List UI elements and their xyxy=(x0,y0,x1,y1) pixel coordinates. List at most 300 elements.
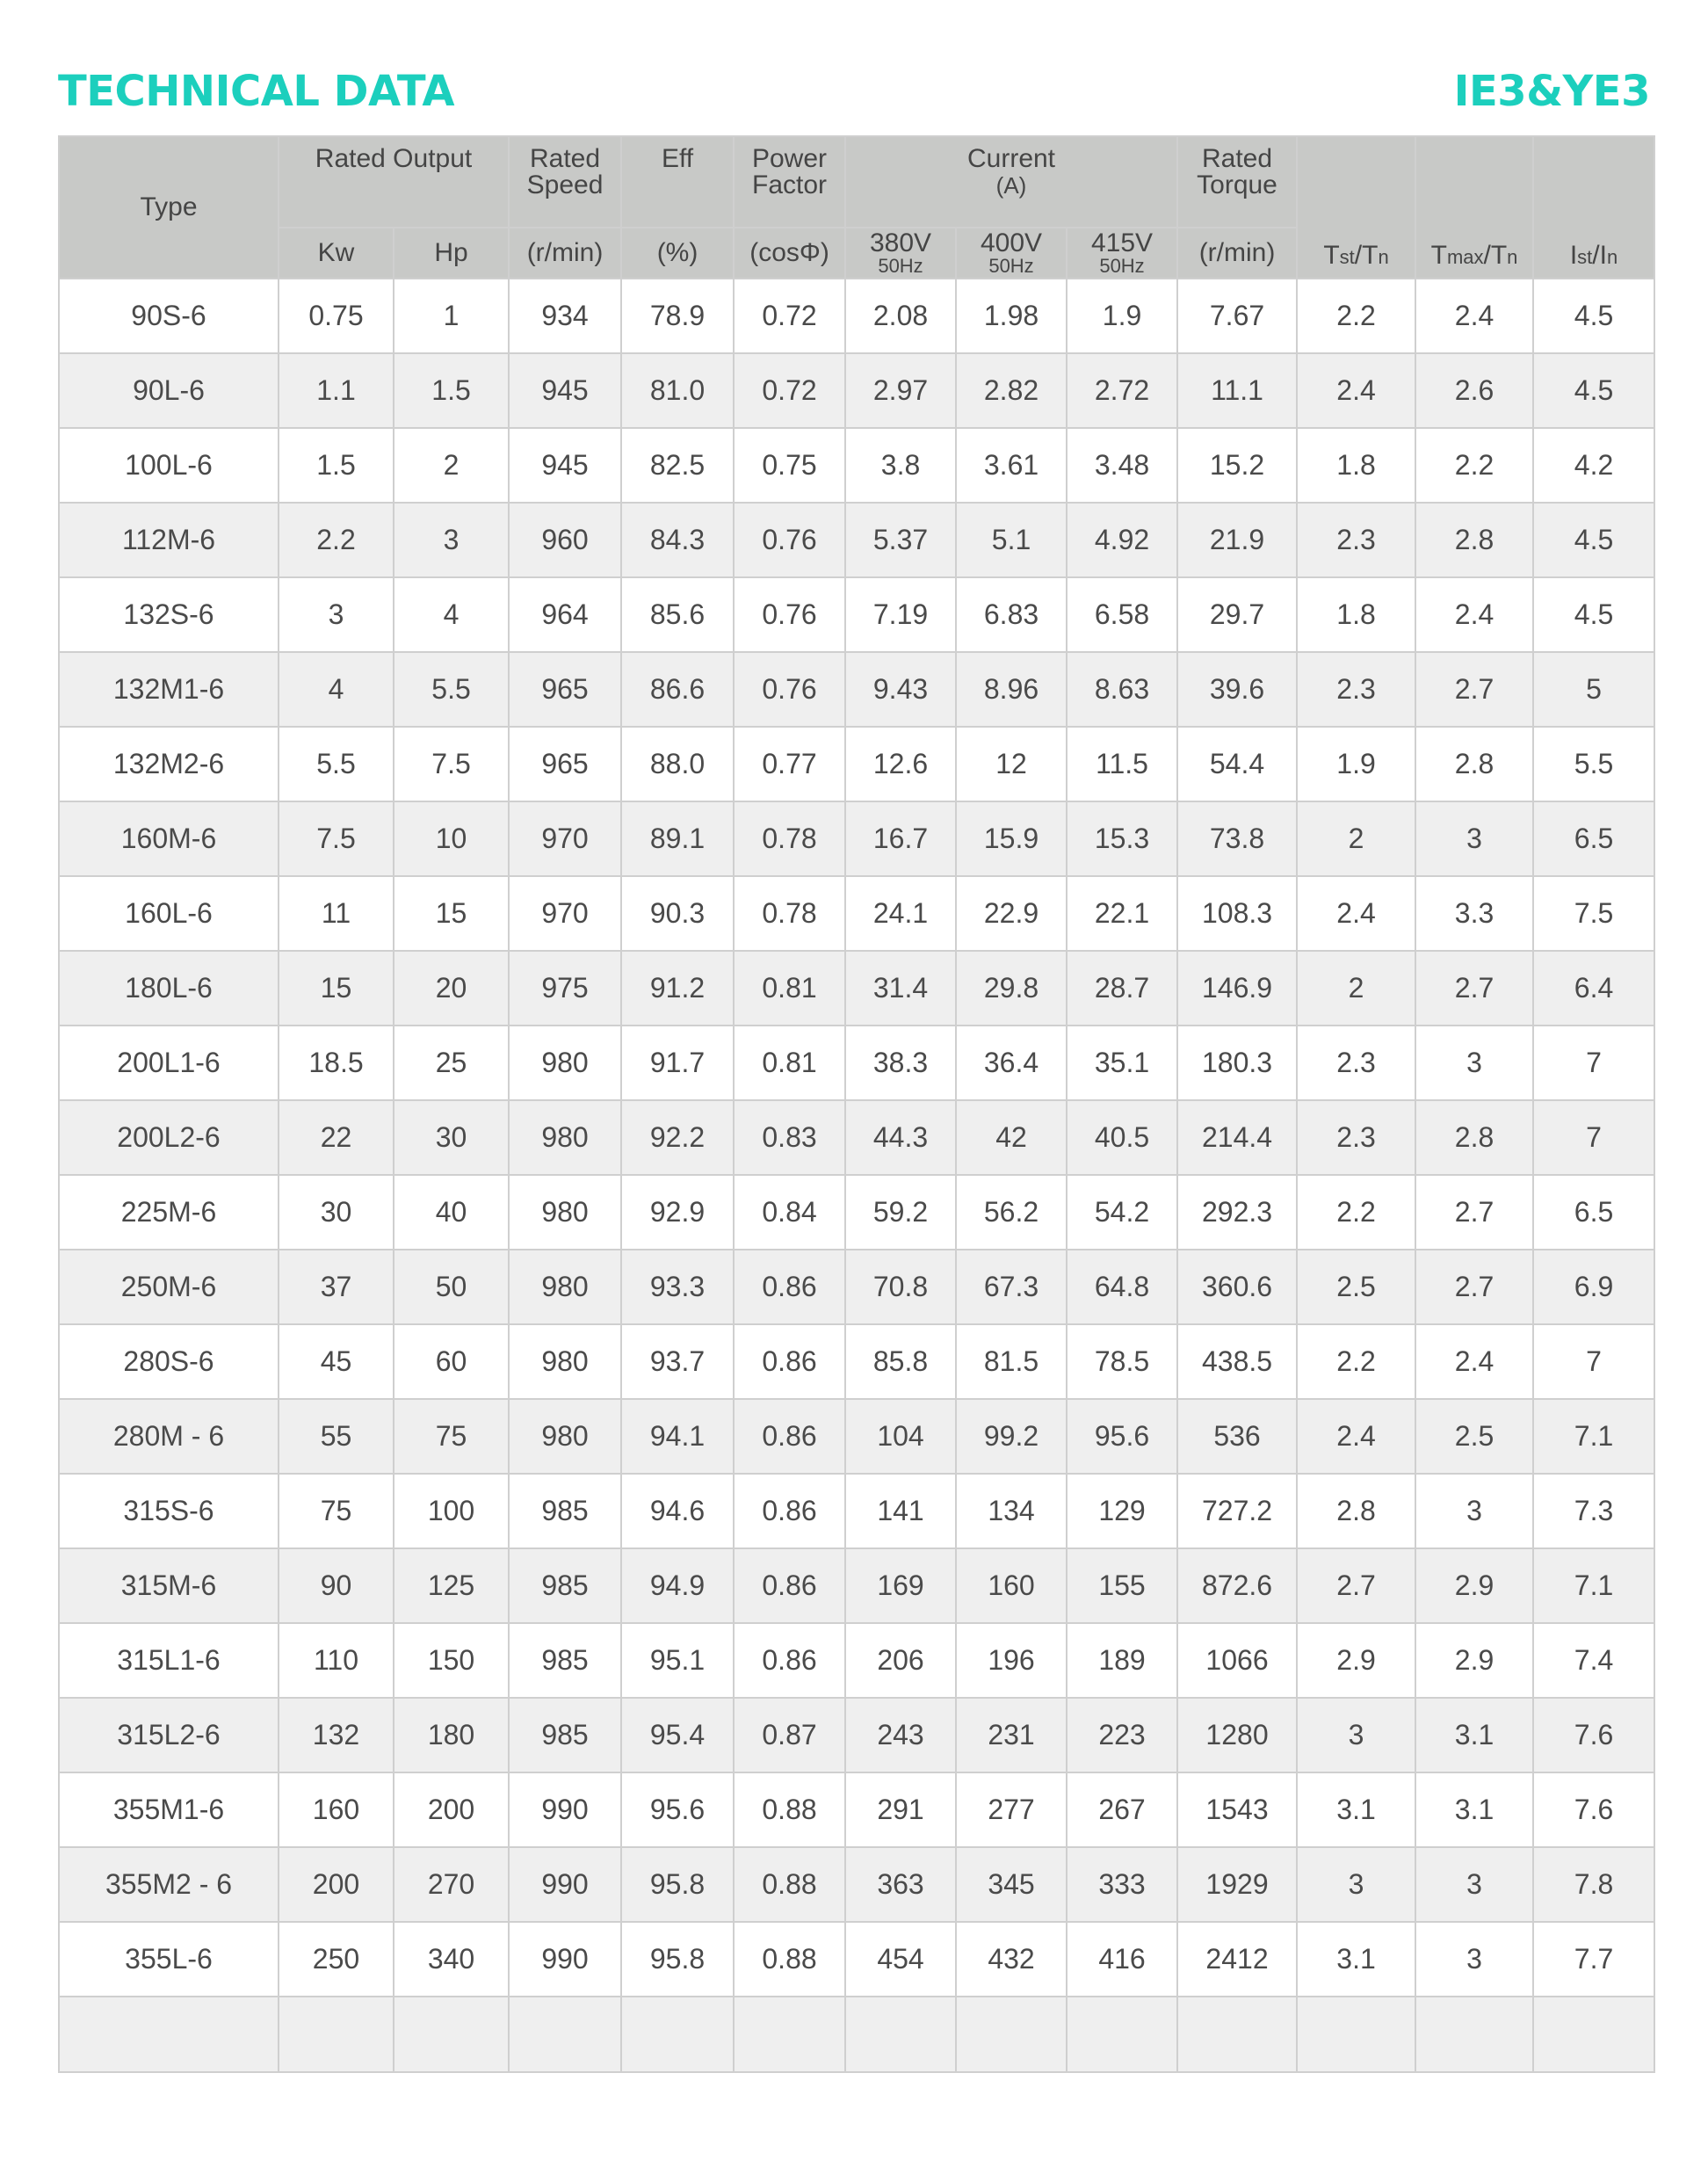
cell-torque: 214.4 xyxy=(1177,1100,1297,1175)
cell-power-factor: 0.81 xyxy=(734,951,845,1026)
cell-current-400v: 42 xyxy=(956,1100,1067,1175)
cell-kw: 15 xyxy=(279,951,394,1026)
cell-current-380v: 2.97 xyxy=(845,353,956,428)
empty-cell xyxy=(956,1997,1067,2072)
cell-torque: 54.4 xyxy=(1177,727,1297,801)
header-power-factor: Power Factor xyxy=(734,136,845,228)
table-row xyxy=(59,1698,1654,1772)
cell-current-380v: 70.8 xyxy=(845,1250,956,1324)
cell-torque: 180.3 xyxy=(1177,1026,1297,1100)
cell-eff: 82.5 xyxy=(621,428,734,503)
cell-current-415v: 129 xyxy=(1067,1474,1177,1548)
cell-hp: 50 xyxy=(394,1250,509,1324)
cell-eff: 89.1 xyxy=(621,801,734,876)
cell-current-415v: 6.58 xyxy=(1067,577,1177,652)
cell-current-400v: 432 xyxy=(956,1922,1067,1997)
cell-tst-tn: 2.2 xyxy=(1297,279,1415,353)
table-row xyxy=(59,652,1654,727)
cell-power-factor: 0.76 xyxy=(734,652,845,727)
table-body xyxy=(59,279,1654,2072)
cell-eff: 95.8 xyxy=(621,1847,734,1922)
cell-current-380v: 5.37 xyxy=(845,503,956,577)
empty-cell xyxy=(1415,1997,1533,2072)
cell-current-415v: 40.5 xyxy=(1067,1100,1177,1175)
cell-tst-tn: 2.9 xyxy=(1297,1623,1415,1698)
cell-kw: 132 xyxy=(279,1698,394,1772)
cell-torque: 73.8 xyxy=(1177,801,1297,876)
cell-current-380v: 38.3 xyxy=(845,1026,956,1100)
cell-kw: 55 xyxy=(279,1399,394,1474)
table-row xyxy=(59,577,1654,652)
cell-kw: 5.5 xyxy=(279,727,394,801)
cell-tmax-tn: 2.2 xyxy=(1415,428,1533,503)
cell-speed: 980 xyxy=(509,1250,621,1324)
cell-current-380v: 2.08 xyxy=(845,279,956,353)
cell-kw: 45 xyxy=(279,1324,394,1399)
table-row xyxy=(59,1250,1654,1324)
header-eff: Eff xyxy=(621,136,734,228)
cell-eff: 95.8 xyxy=(621,1922,734,1997)
cell-tst-tn: 2 xyxy=(1297,801,1415,876)
cell-ist-in: 6.9 xyxy=(1533,1250,1654,1324)
cell-eff: 91.2 xyxy=(621,951,734,1026)
cell-hp: 5.5 xyxy=(394,652,509,727)
cell-current-400v: 5.1 xyxy=(956,503,1067,577)
cell-ist-in: 4.5 xyxy=(1533,503,1654,577)
cell-tmax-tn: 2.4 xyxy=(1415,279,1533,353)
table-row xyxy=(59,1324,1654,1399)
cell-tst-tn: 3.1 xyxy=(1297,1772,1415,1847)
cell-tst-tn: 2.3 xyxy=(1297,503,1415,577)
table-row xyxy=(59,503,1654,577)
cell-kw: 3 xyxy=(279,577,394,652)
cell-power-factor: 0.78 xyxy=(734,801,845,876)
cell-current-380v: 85.8 xyxy=(845,1324,956,1399)
cell-power-factor: 0.86 xyxy=(734,1623,845,1698)
header-speed-unit: (r/min) xyxy=(509,228,621,279)
cell-ist-in: 4.5 xyxy=(1533,577,1654,652)
cell-eff: 84.3 xyxy=(621,503,734,577)
cell-tst-tn: 2.4 xyxy=(1297,876,1415,951)
cell-hp: 25 xyxy=(394,1026,509,1100)
header-tmax-tn: Tmax/Tn xyxy=(1415,136,1533,279)
cell-power-factor: 0.78 xyxy=(734,876,845,951)
cell-speed: 990 xyxy=(509,1922,621,1997)
cell-type: 180L-6 xyxy=(59,951,279,1026)
cell-ist-in: 7.8 xyxy=(1533,1847,1654,1922)
cell-kw: 37 xyxy=(279,1250,394,1324)
cell-tmax-tn: 2.9 xyxy=(1415,1548,1533,1623)
cell-current-400v: 29.8 xyxy=(956,951,1067,1026)
header-current: Current (A) xyxy=(845,136,1177,228)
cell-ist-in: 7 xyxy=(1533,1100,1654,1175)
cell-current-415v: 8.63 xyxy=(1067,652,1177,727)
cell-speed: 960 xyxy=(509,503,621,577)
cell-speed: 980 xyxy=(509,1324,621,1399)
cell-power-factor: 0.81 xyxy=(734,1026,845,1100)
cell-power-factor: 0.86 xyxy=(734,1474,845,1548)
cell-power-factor: 0.84 xyxy=(734,1175,845,1250)
cell-power-factor: 0.86 xyxy=(734,1324,845,1399)
cell-speed: 945 xyxy=(509,353,621,428)
cell-tmax-tn: 3.1 xyxy=(1415,1698,1533,1772)
technical-data-table xyxy=(58,135,1655,2073)
cell-current-415v: 189 xyxy=(1067,1623,1177,1698)
cell-eff: 92.9 xyxy=(621,1175,734,1250)
cell-kw: 75 xyxy=(279,1474,394,1548)
cell-tst-tn: 2.8 xyxy=(1297,1474,1415,1548)
cell-tmax-tn: 2.4 xyxy=(1415,1324,1533,1399)
cell-kw: 2.2 xyxy=(279,503,394,577)
table-row xyxy=(59,1399,1654,1474)
cell-kw: 4 xyxy=(279,652,394,727)
cell-tst-tn: 1.8 xyxy=(1297,428,1415,503)
cell-eff: 93.3 xyxy=(621,1250,734,1324)
empty-cell xyxy=(509,1997,621,2072)
cell-eff: 92.2 xyxy=(621,1100,734,1175)
cell-hp: 180 xyxy=(394,1698,509,1772)
cell-current-415v: 155 xyxy=(1067,1548,1177,1623)
empty-cell xyxy=(621,1997,734,2072)
cell-ist-in: 6.4 xyxy=(1533,951,1654,1026)
cell-hp: 100 xyxy=(394,1474,509,1548)
table-row xyxy=(59,428,1654,503)
cell-eff: 81.0 xyxy=(621,353,734,428)
cell-hp: 4 xyxy=(394,577,509,652)
cell-power-factor: 0.86 xyxy=(734,1250,845,1324)
cell-type: 225M-6 xyxy=(59,1175,279,1250)
header-rated-torque: Rated Torque xyxy=(1177,136,1297,228)
cell-ist-in: 7.6 xyxy=(1533,1772,1654,1847)
cell-eff: 91.7 xyxy=(621,1026,734,1100)
cell-eff: 85.6 xyxy=(621,577,734,652)
cell-hp: 40 xyxy=(394,1175,509,1250)
cell-speed: 965 xyxy=(509,652,621,727)
cell-hp: 75 xyxy=(394,1399,509,1474)
cell-torque: 292.3 xyxy=(1177,1175,1297,1250)
cell-tmax-tn: 2.9 xyxy=(1415,1623,1533,1698)
cell-current-415v: 54.2 xyxy=(1067,1175,1177,1250)
cell-kw: 90 xyxy=(279,1548,394,1623)
cell-current-415v: 15.3 xyxy=(1067,801,1177,876)
empty-cell xyxy=(1533,1997,1654,2072)
cell-tst-tn: 2.4 xyxy=(1297,1399,1415,1474)
cell-hp: 340 xyxy=(394,1922,509,1997)
cell-tmax-tn: 3 xyxy=(1415,1474,1533,1548)
cell-tmax-tn: 2.7 xyxy=(1415,652,1533,727)
empty-cell xyxy=(1067,1997,1177,2072)
cell-torque: 2412 xyxy=(1177,1922,1297,1997)
empty-cell xyxy=(1177,1997,1297,2072)
header-tst-tn: Tst/Tn xyxy=(1297,136,1415,279)
cell-power-factor: 0.83 xyxy=(734,1100,845,1175)
cell-current-400v: 81.5 xyxy=(956,1324,1067,1399)
cell-eff: 95.4 xyxy=(621,1698,734,1772)
cell-current-400v: 1.98 xyxy=(956,279,1067,353)
cell-type: 112M-6 xyxy=(59,503,279,577)
cell-current-380v: 16.7 xyxy=(845,801,956,876)
cell-type: 90L-6 xyxy=(59,353,279,428)
cell-ist-in: 7.3 xyxy=(1533,1474,1654,1548)
table-row xyxy=(59,1548,1654,1623)
cell-torque: 1929 xyxy=(1177,1847,1297,1922)
header-type: Type xyxy=(59,136,279,279)
cell-kw: 1.1 xyxy=(279,353,394,428)
cell-eff: 88.0 xyxy=(621,727,734,801)
cell-tst-tn: 2.3 xyxy=(1297,652,1415,727)
cell-type: 355M2 - 6 xyxy=(59,1847,279,1922)
cell-torque: 29.7 xyxy=(1177,577,1297,652)
cell-speed: 980 xyxy=(509,1175,621,1250)
cell-torque: 727.2 xyxy=(1177,1474,1297,1548)
cell-ist-in: 7.7 xyxy=(1533,1922,1654,1997)
cell-ist-in: 7.5 xyxy=(1533,876,1654,951)
cell-hp: 15 xyxy=(394,876,509,951)
header-400v: 400V 50Hz xyxy=(956,228,1067,279)
empty-cell xyxy=(279,1997,394,2072)
cell-speed: 985 xyxy=(509,1474,621,1548)
header-kw: Kw xyxy=(279,228,394,279)
cell-kw: 200 xyxy=(279,1847,394,1922)
cell-power-factor: 0.86 xyxy=(734,1399,845,1474)
cell-eff: 90.3 xyxy=(621,876,734,951)
cell-ist-in: 4.5 xyxy=(1533,353,1654,428)
cell-torque: 1280 xyxy=(1177,1698,1297,1772)
cell-current-400v: 56.2 xyxy=(956,1175,1067,1250)
cell-current-400v: 345 xyxy=(956,1847,1067,1922)
cell-ist-in: 7.6 xyxy=(1533,1698,1654,1772)
cell-current-380v: 104 xyxy=(845,1399,956,1474)
cell-tmax-tn: 2.4 xyxy=(1415,577,1533,652)
table-row xyxy=(59,727,1654,801)
cell-tst-tn: 3 xyxy=(1297,1698,1415,1772)
cell-power-factor: 0.88 xyxy=(734,1922,845,1997)
cell-type: 200L2-6 xyxy=(59,1100,279,1175)
cell-speed: 970 xyxy=(509,876,621,951)
cell-torque: 15.2 xyxy=(1177,428,1297,503)
cell-current-380v: 141 xyxy=(845,1474,956,1548)
cell-current-415v: 95.6 xyxy=(1067,1399,1177,1474)
cell-type: 200L1-6 xyxy=(59,1026,279,1100)
header-hp: Hp xyxy=(394,228,509,279)
cell-type: 160M-6 xyxy=(59,801,279,876)
cell-speed: 964 xyxy=(509,577,621,652)
cell-current-380v: 31.4 xyxy=(845,951,956,1026)
cell-kw: 250 xyxy=(279,1922,394,1997)
cell-tst-tn: 1.9 xyxy=(1297,727,1415,801)
cell-power-factor: 0.86 xyxy=(734,1548,845,1623)
cell-tmax-tn: 2.5 xyxy=(1415,1399,1533,1474)
cell-current-380v: 206 xyxy=(845,1623,956,1698)
cell-speed: 980 xyxy=(509,1100,621,1175)
cell-current-380v: 44.3 xyxy=(845,1100,956,1175)
empty-cell xyxy=(394,1997,509,2072)
cell-hp: 2 xyxy=(394,428,509,503)
cell-current-415v: 64.8 xyxy=(1067,1250,1177,1324)
cell-torque: 536 xyxy=(1177,1399,1297,1474)
cell-type: 315L2-6 xyxy=(59,1698,279,1772)
cell-current-380v: 7.19 xyxy=(845,577,956,652)
cell-type: 315S-6 xyxy=(59,1474,279,1548)
cell-ist-in: 7 xyxy=(1533,1026,1654,1100)
cell-current-400v: 277 xyxy=(956,1772,1067,1847)
cell-speed: 945 xyxy=(509,428,621,503)
cell-power-factor: 0.72 xyxy=(734,353,845,428)
table-row xyxy=(59,1474,1654,1548)
cell-power-factor: 0.77 xyxy=(734,727,845,801)
cell-eff: 95.1 xyxy=(621,1623,734,1698)
cell-type: 355M1-6 xyxy=(59,1772,279,1847)
cell-hp: 30 xyxy=(394,1100,509,1175)
cell-tst-tn: 2.7 xyxy=(1297,1548,1415,1623)
cell-tmax-tn: 2.6 xyxy=(1415,353,1533,428)
cell-power-factor: 0.88 xyxy=(734,1847,845,1922)
cell-type: 315M-6 xyxy=(59,1548,279,1623)
header-380v: 380V 50Hz xyxy=(845,228,956,279)
cell-current-400v: 3.61 xyxy=(956,428,1067,503)
cell-current-400v: 196 xyxy=(956,1623,1067,1698)
cell-current-415v: 223 xyxy=(1067,1698,1177,1772)
table-row xyxy=(59,1847,1654,1922)
cell-current-380v: 454 xyxy=(845,1922,956,1997)
cell-tmax-tn: 3 xyxy=(1415,1026,1533,1100)
cell-eff: 86.6 xyxy=(621,652,734,727)
cell-eff: 95.6 xyxy=(621,1772,734,1847)
header-415v: 415V 50Hz xyxy=(1067,228,1177,279)
table-row xyxy=(59,1772,1654,1847)
cell-kw: 1.5 xyxy=(279,428,394,503)
cell-current-380v: 12.6 xyxy=(845,727,956,801)
cell-current-400v: 231 xyxy=(956,1698,1067,1772)
cell-tmax-tn: 3.3 xyxy=(1415,876,1533,951)
cell-eff: 94.6 xyxy=(621,1474,734,1548)
cell-hp: 20 xyxy=(394,951,509,1026)
cell-hp: 270 xyxy=(394,1847,509,1922)
cell-torque: 360.6 xyxy=(1177,1250,1297,1324)
cell-tmax-tn: 3 xyxy=(1415,1922,1533,1997)
cell-ist-in: 7.4 xyxy=(1533,1623,1654,1698)
cell-kw: 0.75 xyxy=(279,279,394,353)
cell-hp: 7.5 xyxy=(394,727,509,801)
header-eff-unit: (%) xyxy=(621,228,734,279)
header-ist-in: Ist/In xyxy=(1533,136,1654,279)
cell-type: 250M-6 xyxy=(59,1250,279,1324)
cell-kw: 11 xyxy=(279,876,394,951)
cell-kw: 22 xyxy=(279,1100,394,1175)
cell-current-400v: 99.2 xyxy=(956,1399,1067,1474)
cell-current-415v: 22.1 xyxy=(1067,876,1177,951)
cell-current-415v: 267 xyxy=(1067,1772,1177,1847)
cell-tst-tn: 2.3 xyxy=(1297,1100,1415,1175)
cell-torque: 39.6 xyxy=(1177,652,1297,727)
cell-current-415v: 28.7 xyxy=(1067,951,1177,1026)
empty-cell xyxy=(734,1997,845,2072)
cell-type: 355L-6 xyxy=(59,1922,279,1997)
cell-current-400v: 134 xyxy=(956,1474,1067,1548)
cell-current-380v: 291 xyxy=(845,1772,956,1847)
header-rated-speed: Rated Speed xyxy=(509,136,621,228)
cell-power-factor: 0.75 xyxy=(734,428,845,503)
table-row xyxy=(59,1623,1654,1698)
cell-ist-in: 5.5 xyxy=(1533,727,1654,801)
table-row xyxy=(59,1100,1654,1175)
efficiency-class-label: IE3&YE3 xyxy=(1453,67,1650,116)
cell-ist-in: 4.5 xyxy=(1533,279,1654,353)
cell-kw: 18.5 xyxy=(279,1026,394,1100)
cell-type: 315L1-6 xyxy=(59,1623,279,1698)
cell-speed: 980 xyxy=(509,1399,621,1474)
cell-torque: 7.67 xyxy=(1177,279,1297,353)
cell-torque: 21.9 xyxy=(1177,503,1297,577)
cell-current-380v: 243 xyxy=(845,1698,956,1772)
cell-torque: 108.3 xyxy=(1177,876,1297,951)
cell-current-400v: 160 xyxy=(956,1548,1067,1623)
cell-tst-tn: 3.1 xyxy=(1297,1922,1415,1997)
cell-power-factor: 0.88 xyxy=(734,1772,845,1847)
cell-speed: 975 xyxy=(509,951,621,1026)
cell-torque: 872.6 xyxy=(1177,1548,1297,1623)
cell-speed: 985 xyxy=(509,1623,621,1698)
cell-tmax-tn: 3 xyxy=(1415,1847,1533,1922)
cell-torque: 146.9 xyxy=(1177,951,1297,1026)
cell-kw: 7.5 xyxy=(279,801,394,876)
cell-eff: 94.1 xyxy=(621,1399,734,1474)
cell-tmax-tn: 2.8 xyxy=(1415,727,1533,801)
cell-speed: 970 xyxy=(509,801,621,876)
cell-hp: 1 xyxy=(394,279,509,353)
cell-tmax-tn: 2.7 xyxy=(1415,1175,1533,1250)
cell-tst-tn: 2.4 xyxy=(1297,353,1415,428)
cell-power-factor: 0.87 xyxy=(734,1698,845,1772)
cell-ist-in: 6.5 xyxy=(1533,1175,1654,1250)
table-row xyxy=(59,801,1654,876)
cell-current-415v: 416 xyxy=(1067,1922,1177,1997)
cell-ist-in: 7.1 xyxy=(1533,1548,1654,1623)
table-row xyxy=(59,353,1654,428)
table-row xyxy=(59,1175,1654,1250)
table-row xyxy=(59,1922,1654,1997)
cell-current-415v: 78.5 xyxy=(1067,1324,1177,1399)
cell-hp: 200 xyxy=(394,1772,509,1847)
cell-current-400v: 6.83 xyxy=(956,577,1067,652)
cell-current-400v: 67.3 xyxy=(956,1250,1067,1324)
cell-hp: 10 xyxy=(394,801,509,876)
cell-type: 280M - 6 xyxy=(59,1399,279,1474)
page-title: TECHNICAL DATA xyxy=(58,67,455,116)
cell-speed: 985 xyxy=(509,1548,621,1623)
table-row xyxy=(59,1026,1654,1100)
cell-speed: 990 xyxy=(509,1847,621,1922)
cell-tmax-tn: 3.1 xyxy=(1415,1772,1533,1847)
table-row xyxy=(59,876,1654,951)
cell-kw: 30 xyxy=(279,1175,394,1250)
cell-tst-tn: 2.5 xyxy=(1297,1250,1415,1324)
cell-eff: 94.9 xyxy=(621,1548,734,1623)
cell-kw: 160 xyxy=(279,1772,394,1847)
cell-hp: 60 xyxy=(394,1324,509,1399)
cell-tmax-tn: 2.7 xyxy=(1415,951,1533,1026)
header-torque-unit: (r/min) xyxy=(1177,228,1297,279)
cell-torque: 1543 xyxy=(1177,1772,1297,1847)
cell-torque: 11.1 xyxy=(1177,353,1297,428)
empty-cell xyxy=(1297,1997,1415,2072)
cell-type: 132S-6 xyxy=(59,577,279,652)
cell-tst-tn: 2.3 xyxy=(1297,1026,1415,1100)
cell-eff: 93.7 xyxy=(621,1324,734,1399)
cell-current-400v: 22.9 xyxy=(956,876,1067,951)
cell-current-415v: 333 xyxy=(1067,1847,1177,1922)
cell-type: 280S-6 xyxy=(59,1324,279,1399)
